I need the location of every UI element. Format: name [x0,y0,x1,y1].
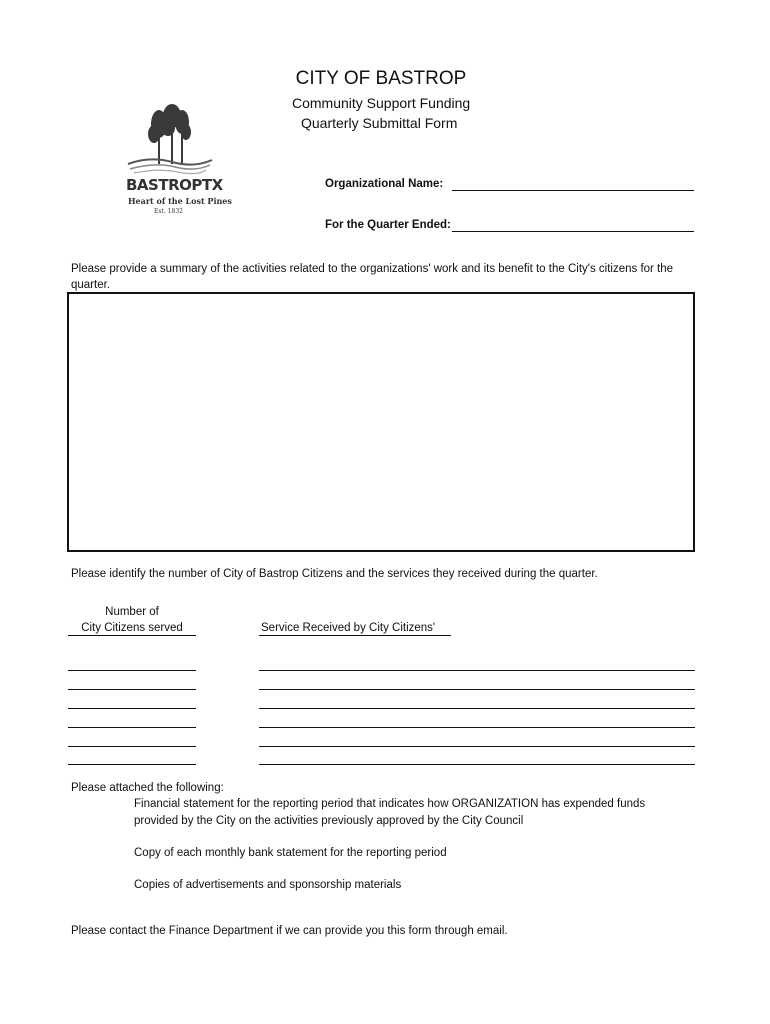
citizen-count-field[interactable] [68,708,196,709]
attachments-heading: Please attached the following: [71,782,224,794]
logo-name: BASTROPTX [126,176,223,194]
city-logo [120,104,232,224]
org-name-field[interactable] [452,190,694,191]
form-subtitle-line2: Quarterly Submittal Form [301,115,458,131]
service-received-field[interactable] [259,670,695,671]
citizen-count-field[interactable] [68,670,196,671]
service-received-field[interactable] [259,746,695,747]
service-received-field[interactable] [259,764,695,765]
summary-textarea[interactable] [67,292,695,552]
citizen-count-field[interactable] [68,746,196,747]
attachment-financial-line1: Financial statement for the reporting period that indicates how ORGANIZATION has expended funds [134,798,646,810]
citizens-prompt: Please identify the number of City of Bastrop Citizens and the services they received during the quarter. [71,568,598,580]
count-header-line2: City Citizens served [81,622,183,634]
service-header-underline [259,635,451,636]
citizen-count-field[interactable] [68,727,196,728]
org-name-label: Organizational Name: [325,178,444,190]
contact-note: Please contact the Finance Department if we can provide you this form through email. [71,925,508,937]
service-received-field[interactable] [259,708,695,709]
citizen-count-field[interactable] [68,764,196,765]
pine-trees-logo-icon [120,104,220,224]
attachment-financial-line2: provided by the City on the activities previously approved by the City Council [134,815,524,827]
logo-tagline: Heart of the Lost Pines [128,196,232,206]
service-header: Service Received by City Citizens' [261,622,436,634]
quarter-ended-field[interactable] [452,231,694,232]
count-header-underline [68,635,196,636]
service-received-field[interactable] [259,727,695,728]
attachment-bank-statement: Copy of each monthly bank statement for the reporting period [134,847,447,859]
form-subtitle-line1: Community Support Funding [292,95,471,111]
summary-prompt: Please provide a summary of the activities related to the organizations' work and its benefit to the City's citizens for the quarter. [71,263,674,291]
service-received-field[interactable] [259,689,695,690]
count-header-line1: Number of [105,606,159,618]
logo-established: Est. 1832 [154,208,183,215]
page-title: CITY OF BASTROP [295,68,467,89]
quarter-ended-label: For the Quarter Ended: [325,219,451,231]
attachment-advertisements: Copies of advertisements and sponsorship materials [134,879,402,891]
citizen-count-field[interactable] [68,689,196,690]
